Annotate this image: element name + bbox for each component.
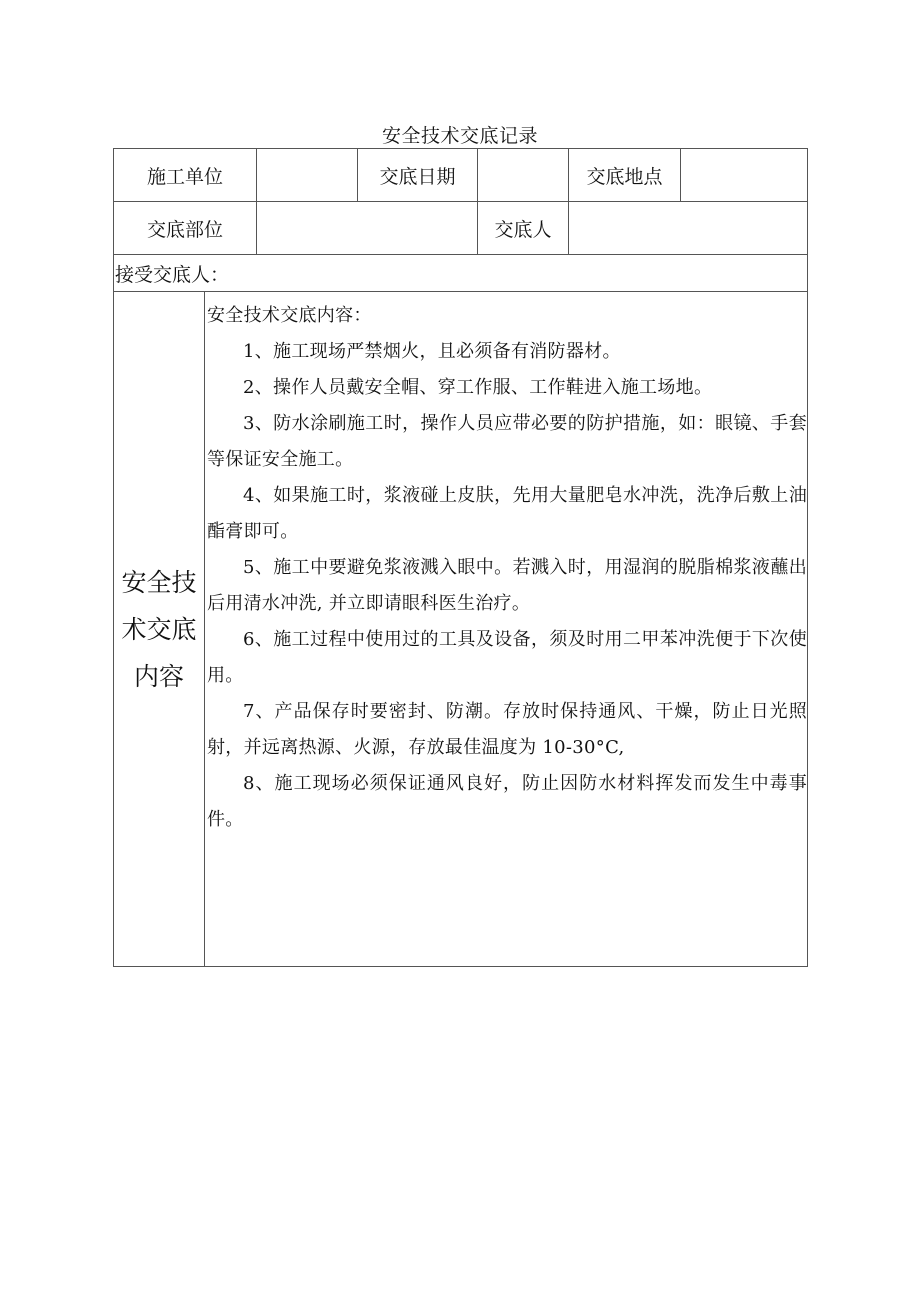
content-item: 3、防水涂刷施工时，操作人员应带必要的防护措施，如：眼镜、手套等保证安全施工。 <box>207 413 807 470</box>
briefer-label-text: 交底人 <box>494 218 552 241</box>
briefing-section-field[interactable] <box>256 201 478 255</box>
content-item: 6、施工过程中使用过的工具及设备，须及时用二甲苯冲洗便于下次使用。 <box>207 629 807 686</box>
briefing-location-label-text: 交底地点 <box>586 165 663 188</box>
content-item: 2、操作人员戴安全帽、穿工作服、工作鞋进入施工场地。 <box>243 377 713 398</box>
content-item: 1、施工现场严禁烟火，且必须备有消防器材。 <box>243 341 621 362</box>
briefing-date-label-text: 交底日期 <box>379 165 456 188</box>
recipient-row[interactable] <box>113 254 808 292</box>
briefing-section-label-text: 交底部位 <box>146 218 223 241</box>
construction-unit-label-text: 施工单位 <box>146 165 223 188</box>
construction-unit-field[interactable] <box>256 148 358 202</box>
content-side-label-text: 安全技术交底内容 <box>121 567 197 691</box>
document-title: 安全技术交底记录 <box>381 125 538 147</box>
content-heading: 安全技术交底内容： <box>207 305 372 326</box>
briefer-label <box>477 201 569 255</box>
content-body <box>204 291 808 967</box>
briefer-field[interactable] <box>568 201 808 255</box>
briefing-section-label <box>113 201 257 255</box>
briefing-location-label <box>568 148 681 202</box>
construction-unit-label <box>113 148 257 202</box>
briefing-date-field[interactable] <box>477 148 569 202</box>
content-item: 7、产品保存时要密封、防潮。存放时保持通风、干燥，防止日光照射，并远离热源、火源，存放最佳温度为 10-30°C, <box>207 701 807 758</box>
briefing-date-label <box>357 148 478 202</box>
content-item: 4、如果施工时，浆液碰上皮肤，先用大量肥皂水冲洗，洗净后敷上油酯膏即可。 <box>207 485 807 542</box>
content-item: 8、施工现场必须保证通风良好，防止因防水材料挥发而发生中毒事件。 <box>207 773 807 830</box>
briefing-location-field[interactable] <box>680 148 808 202</box>
recipient-label: 接受交底人： <box>115 263 230 286</box>
content-item: 5、施工中要避免浆液溅入眼中。若溅入时，用湿润的脱脂棉浆液蘸出后用清水冲洗, 并立即请眼科医生治疗。 <box>207 557 807 614</box>
content-side-label <box>113 291 205 967</box>
